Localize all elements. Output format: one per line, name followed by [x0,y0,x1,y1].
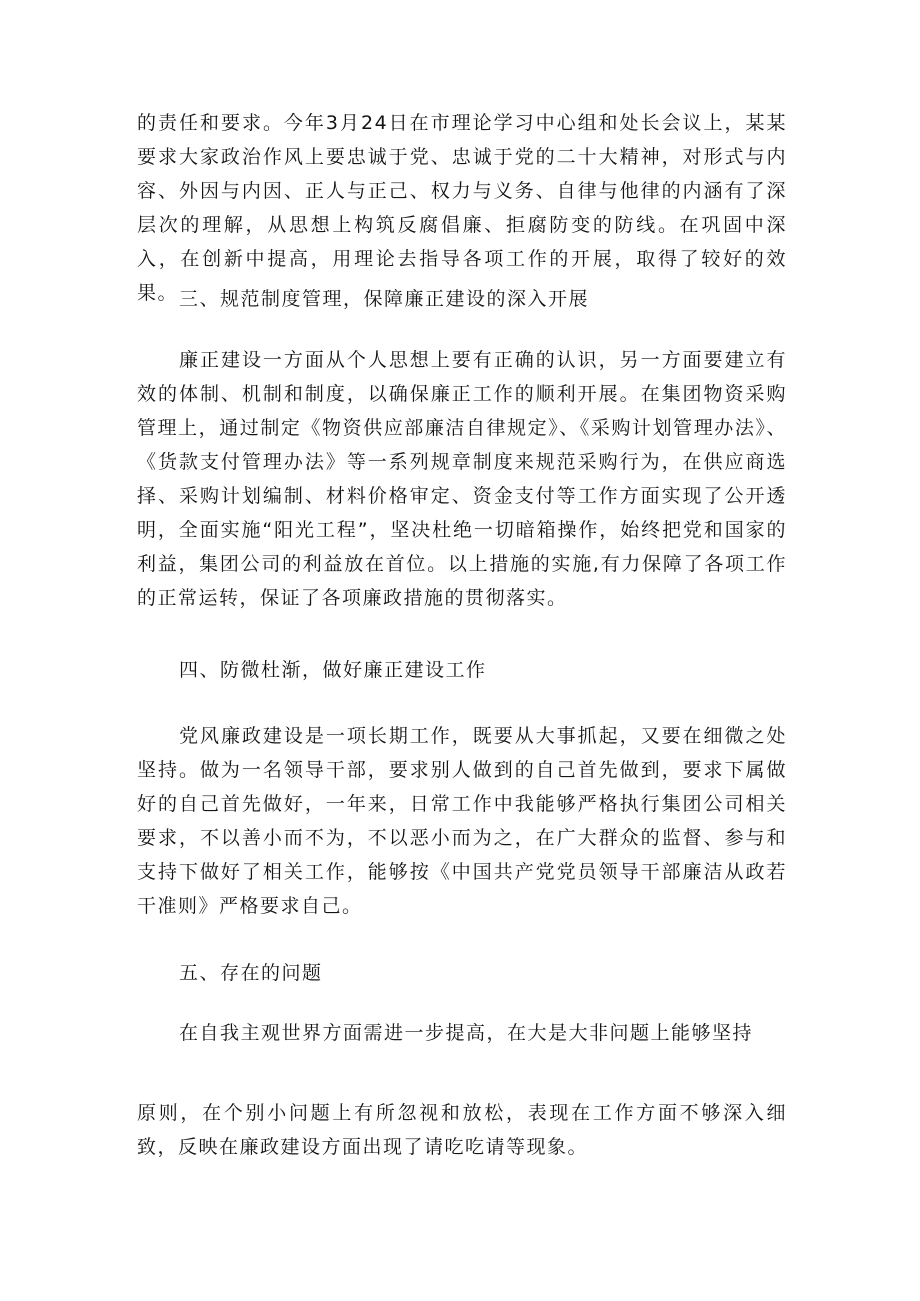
body-paragraph: 在自我主观世界方面需进一步提高，在大是大非问题上能够坚持 [179,1022,754,1044]
body-paragraph: 党风廉政建设是一项长期工作，既要从大事抓起，又要在细微之处坚持。做为一名领导干部，要求别人做到的自己首先做到，要求下属做好的自己首先做好，一年来，日常工作中我能够严格执行集团公司相关要求，不以善小而不为，不以恶小而为之，在广大群众的监督、参与和支持下做好了相关工作，能够按《中国共产党党员领导干部廉洁从政若干准则》严格要求自己。 [137,725,787,917]
section-heading: 五、存在的问题 [179,962,323,984]
body-paragraph: 廉正建设一方面从个人思想上要有正确的认识，另一方面要建立有效的体制、机制和制度，以确保廉正工作的顺利开展。在集团物资采购管理上，通过制定《物资供应部廉洁自律规定》、《采购计划管理办法》、《货款支付管理办法》等一系列规章制度来规范采购行为，在供应商选择、采购计划编制、材料价格审定、资金支付等工作方面实现了公开透明，全面实施“阳光工程”，坚决杜绝一切暗箱操作，始终把党和国家的利益，集团公司的利益放在首位。以上措施的实施,有力保障了各项工作的正常运转，保证了各项廉政措施的贯彻落实。 [137,349,787,609]
section-heading: 四、防微杜渐，做好廉正建设工作 [179,659,487,681]
body-paragraph: 的责任和要求。今年3月24日在市理论学习中心组和处长会议上，某某要求大家政治作风上要忠诚于党、忠诚于党的二十大精神，对形式与内容、外因与内因、正人与正己、权力与义务、自律与他律的内涵有了深层次的理解，从思想上构筑反腐倡廉、拒腐防变的防线。在巩固中深入，在创新中提高，用理论去指导各项工作的开展，取得了较好的效果。 [137,112,787,304]
section-heading: 三、规范制度管理，保障廉正建设的深入开展 [179,288,590,310]
body-paragraph: 原则，在个别小问题上有所忽视和放松，表现在工作方面不够深入细致，反映在廉政建设方面出现了请吃吃请等现象。 [137,1102,787,1158]
